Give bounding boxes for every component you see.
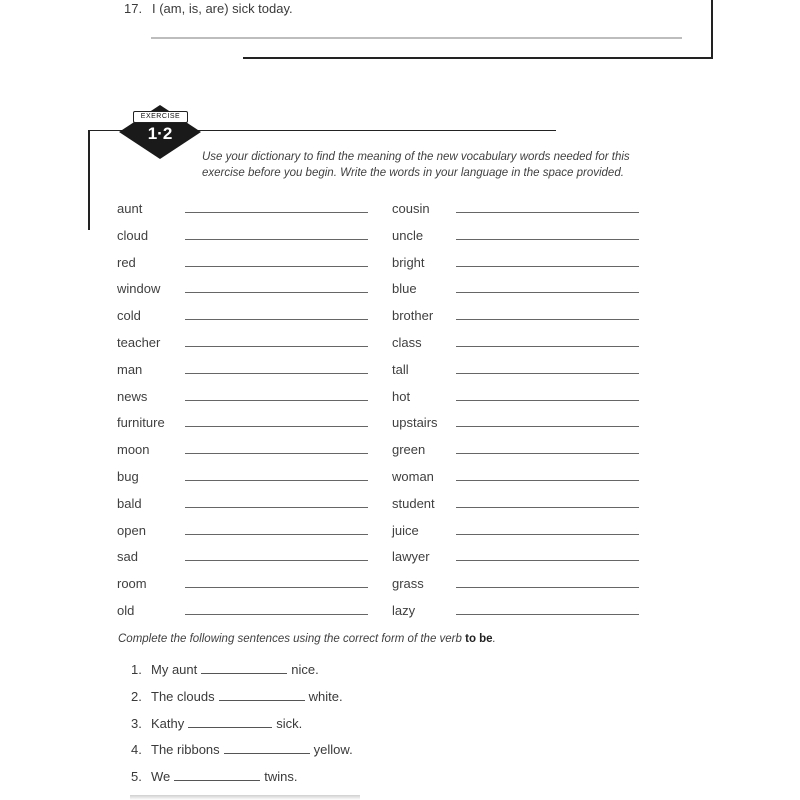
vocab-answer-line[interactable]: [185, 373, 368, 374]
sentence-item: [131, 716, 302, 731]
vocab-word: bright: [392, 254, 425, 270]
exercise-badge-number: 1·2: [147, 124, 173, 143]
vocab-word: old: [117, 603, 135, 618]
vocab-answer-line[interactable]: [185, 614, 368, 615]
sentence-number: 4.: [131, 742, 142, 758]
exercise-frame-left-rule: [88, 130, 90, 230]
sentence-blank[interactable]: [174, 770, 260, 781]
sentence-before: The ribbons: [151, 742, 220, 758]
vocab-answer-line[interactable]: [456, 400, 639, 401]
vocab-answer-line[interactable]: [185, 453, 368, 454]
vocab-answer-line[interactable]: [456, 319, 639, 320]
vocab-answer-line[interactable]: [456, 614, 639, 615]
vocab-word: cousin: [392, 201, 430, 216]
vocab-word: news: [117, 388, 148, 404]
sentence-number: 3.: [131, 715, 142, 731]
vocab-answer-line[interactable]: [185, 400, 368, 401]
vocab-answer-line[interactable]: [456, 560, 639, 561]
sentence-item: [131, 769, 298, 784]
vocab-word: cloud: [117, 227, 149, 243]
vocab-word: sad: [117, 549, 138, 565]
vocab-answer-line[interactable]: [185, 346, 368, 347]
vocab-answer-line[interactable]: [185, 480, 368, 481]
prev-box-bottom-border: [243, 57, 713, 59]
sentences-instruction-suffix: .: [492, 633, 496, 645]
vocab-answer-line[interactable]: [456, 239, 639, 240]
sentence-item: [131, 689, 343, 704]
vocab-word: lawyer: [392, 549, 430, 565]
vocab-word: hot: [392, 388, 411, 404]
vocab-answer-line[interactable]: [185, 587, 368, 588]
vocab-word: open: [117, 522, 146, 538]
sentence-after: sick.: [276, 715, 303, 731]
vocab-answer-line[interactable]: [185, 239, 368, 240]
vocab-answer-line[interactable]: [456, 587, 639, 588]
vocab-word: uncle: [392, 227, 424, 243]
vocab-word: cold: [117, 308, 141, 324]
sentence-after: white.: [308, 688, 343, 704]
sentence-after: twins.: [264, 769, 298, 785]
sentence-blank[interactable]: [224, 743, 310, 754]
vocab-answer-line[interactable]: [456, 453, 639, 454]
sentence-item: [131, 662, 319, 677]
vocab-word: juice: [392, 522, 419, 538]
exercise-badge-label: EXERCISE: [133, 111, 188, 123]
vocab-answer-line[interactable]: [185, 507, 368, 508]
vocab-word: bug: [117, 469, 139, 484]
vocab-answer-line[interactable]: [456, 212, 639, 213]
sentence-before: My aunt: [151, 662, 198, 677]
vocab-answer-line[interactable]: [185, 426, 368, 427]
vocab-word: moon: [117, 442, 150, 458]
sentence-number: 1.: [131, 662, 142, 677]
vocab-answer-line[interactable]: [185, 560, 368, 561]
vocab-answer-line[interactable]: [185, 212, 368, 213]
sentence-blank[interactable]: [219, 690, 305, 701]
vocab-word: bald: [117, 495, 142, 511]
sentence-number: 2.: [131, 688, 142, 704]
vocab-word: student: [392, 495, 435, 511]
sentence-before: Kathy: [151, 715, 185, 731]
vocab-answer-line[interactable]: [185, 319, 368, 320]
vocab-answer-line[interactable]: [185, 534, 368, 535]
vocab-word: lazy: [392, 603, 416, 618]
prev-item-number: 17.: [124, 1, 143, 16]
vocab-word: window: [117, 281, 161, 297]
sentences-instruction-prefix: Complete the following sentences using the correct form of the verb: [118, 633, 466, 645]
vocab-word: furniture: [117, 415, 165, 431]
sentence-before: We: [151, 769, 171, 785]
vocab-word: red: [117, 254, 136, 270]
vocab-word: tall: [392, 361, 409, 377]
sentence-before: The clouds: [151, 688, 215, 704]
vocab-answer-line[interactable]: [456, 480, 639, 481]
vocab-answer-line[interactable]: [456, 292, 639, 293]
cut-off-sentence: [130, 795, 360, 800]
sentence-blank[interactable]: [201, 663, 287, 674]
vocab-word: upstairs: [392, 415, 438, 431]
sentence-after: nice.: [291, 662, 319, 677]
vocab-word: brother: [392, 308, 434, 324]
vocab-answer-line[interactable]: [456, 373, 639, 374]
vocab-answer-line[interactable]: [456, 426, 639, 427]
vocab-answer-line[interactable]: [185, 266, 368, 267]
vocab-word: green: [392, 442, 426, 458]
vocab-word: class: [392, 335, 422, 350]
sentence-item: [131, 742, 353, 757]
sentence-after: yellow.: [313, 742, 353, 758]
vocab-word: woman: [392, 469, 434, 484]
exercise-instructions: Use your dictionary to find the meaning of the new vocabulary words needed for this exercise before you begin. Write the words in your language in the space provided.: [202, 151, 630, 179]
prev-item-text: I (am, is, are) sick today.: [152, 1, 293, 16]
prev-answer-line[interactable]: [151, 37, 682, 39]
sentence-number: 5.: [131, 769, 142, 785]
vocab-answer-line[interactable]: [456, 507, 639, 508]
sentence-blank[interactable]: [188, 717, 272, 728]
vocab-word: teacher: [117, 335, 161, 350]
vocab-word: aunt: [117, 201, 143, 216]
vocab-answer-line[interactable]: [456, 266, 639, 267]
prev-box-right-border: [711, 0, 713, 59]
vocab-answer-line[interactable]: [456, 534, 639, 535]
vocab-word: room: [117, 576, 147, 592]
vocab-word: man: [117, 361, 143, 377]
vocab-answer-line[interactable]: [185, 292, 368, 293]
sentences-instruction-verb: to be: [465, 633, 493, 645]
vocab-word: grass: [392, 576, 424, 592]
vocab-word: blue: [392, 281, 417, 297]
vocab-answer-line[interactable]: [456, 346, 639, 347]
sentences-instruction: [118, 631, 496, 647]
